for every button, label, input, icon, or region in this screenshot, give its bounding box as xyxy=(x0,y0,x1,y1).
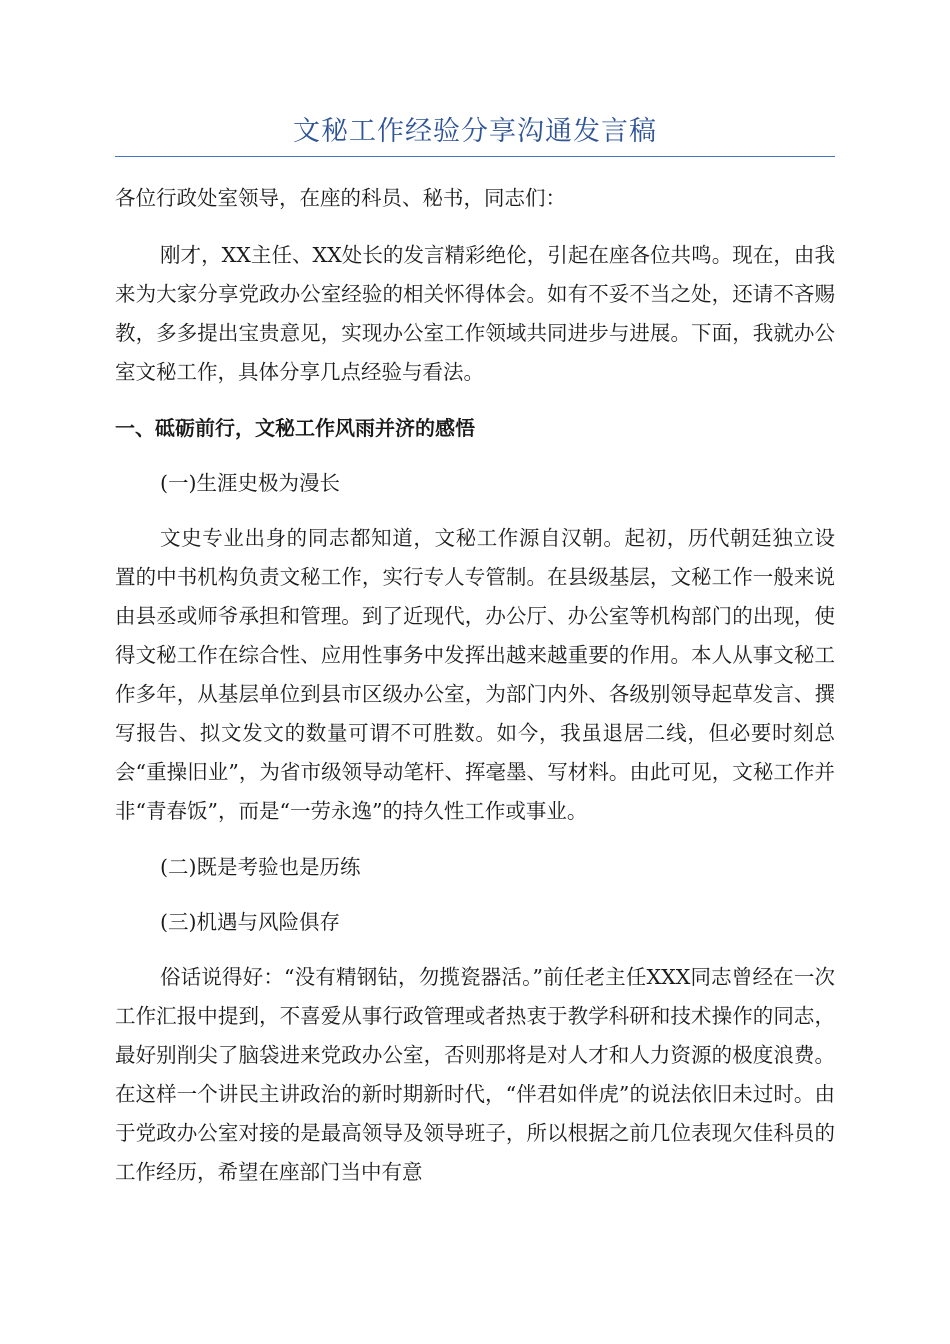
intro-paragraph: 刚才，XX主任、XX处长的发言精彩绝伦，引起在座各位共鸣。现在，由我来为大家分享党政办公室经验的相关怀得体会。如有不妥不当之处，还请不吝赐教，多多提出宝贵意见，实现办公室工作领域共同进步与进展。下面，我就办公室文秘工作，具体分享几点经验与看法。 xyxy=(115,243,835,384)
salutation: 各位行政处室领导，在座的科员、秘书，同志们： xyxy=(115,186,566,210)
document-page xyxy=(115,112,835,1209)
subsection-heading-3: (三)机遇与风险俱存 xyxy=(160,910,340,934)
subsection-body-3: 俗话说得好：“没有精钢钻，勿揽瓷器活。”前任老主任XXX同志曾经在一次工作汇报中提到，不喜爱从事行政管理或者热衷于教学科研和技术操作的同志，最好别削尖了脑袋进来党政办公室，否则那将是对人才和人力资源的极度浪费。在这样一个讲民主讲政治的新时期新时代，“伴君如伴虎”的说法依旧未过时。由于党政办公室对接的是最高领导及领导班子，所以根据之前几位表现欠佳科员的工作经历，希望在座部门当中有意 xyxy=(115,965,835,1184)
subsection-heading-1: (一)生涯史极为漫长 xyxy=(160,471,340,495)
subsection-heading-2: (二)既是考验也是历练 xyxy=(160,855,361,879)
title-underline xyxy=(115,156,835,157)
subsection-body-1: 文史专业出身的同志都知道，文秘工作源自汉朝。起初，历代朝廷独立设置的中书机构负责文秘工作，实行专人专管制。在县级基层，文秘工作一般来说由县丞或师爷承担和管理。到了近现代，办公厅、办公室等机构部门的出现，使得文秘工作在综合性、应用性事务中发挥出越来越重要的作用。本人从事文秘工作多年，从基层单位到县市区级办公室，为部门内外、各级别领导起草发言、撰写报告、拟文发文的数量可谓不可胜数。如今，我虽退居二线，但必要时刻总会“重操旧业”，为省市级领导动笔杆、挥毫墨、写材料。由此可见，文秘工作并非“青春饭”，而是“一劳永逸”的持久性工作或事业。 xyxy=(115,526,835,823)
document-title: 文秘工作经验分享沟通发言稿 xyxy=(293,116,657,147)
section-heading-1: 一、砥砺前行，文秘工作风雨并济的感悟 xyxy=(115,416,475,440)
